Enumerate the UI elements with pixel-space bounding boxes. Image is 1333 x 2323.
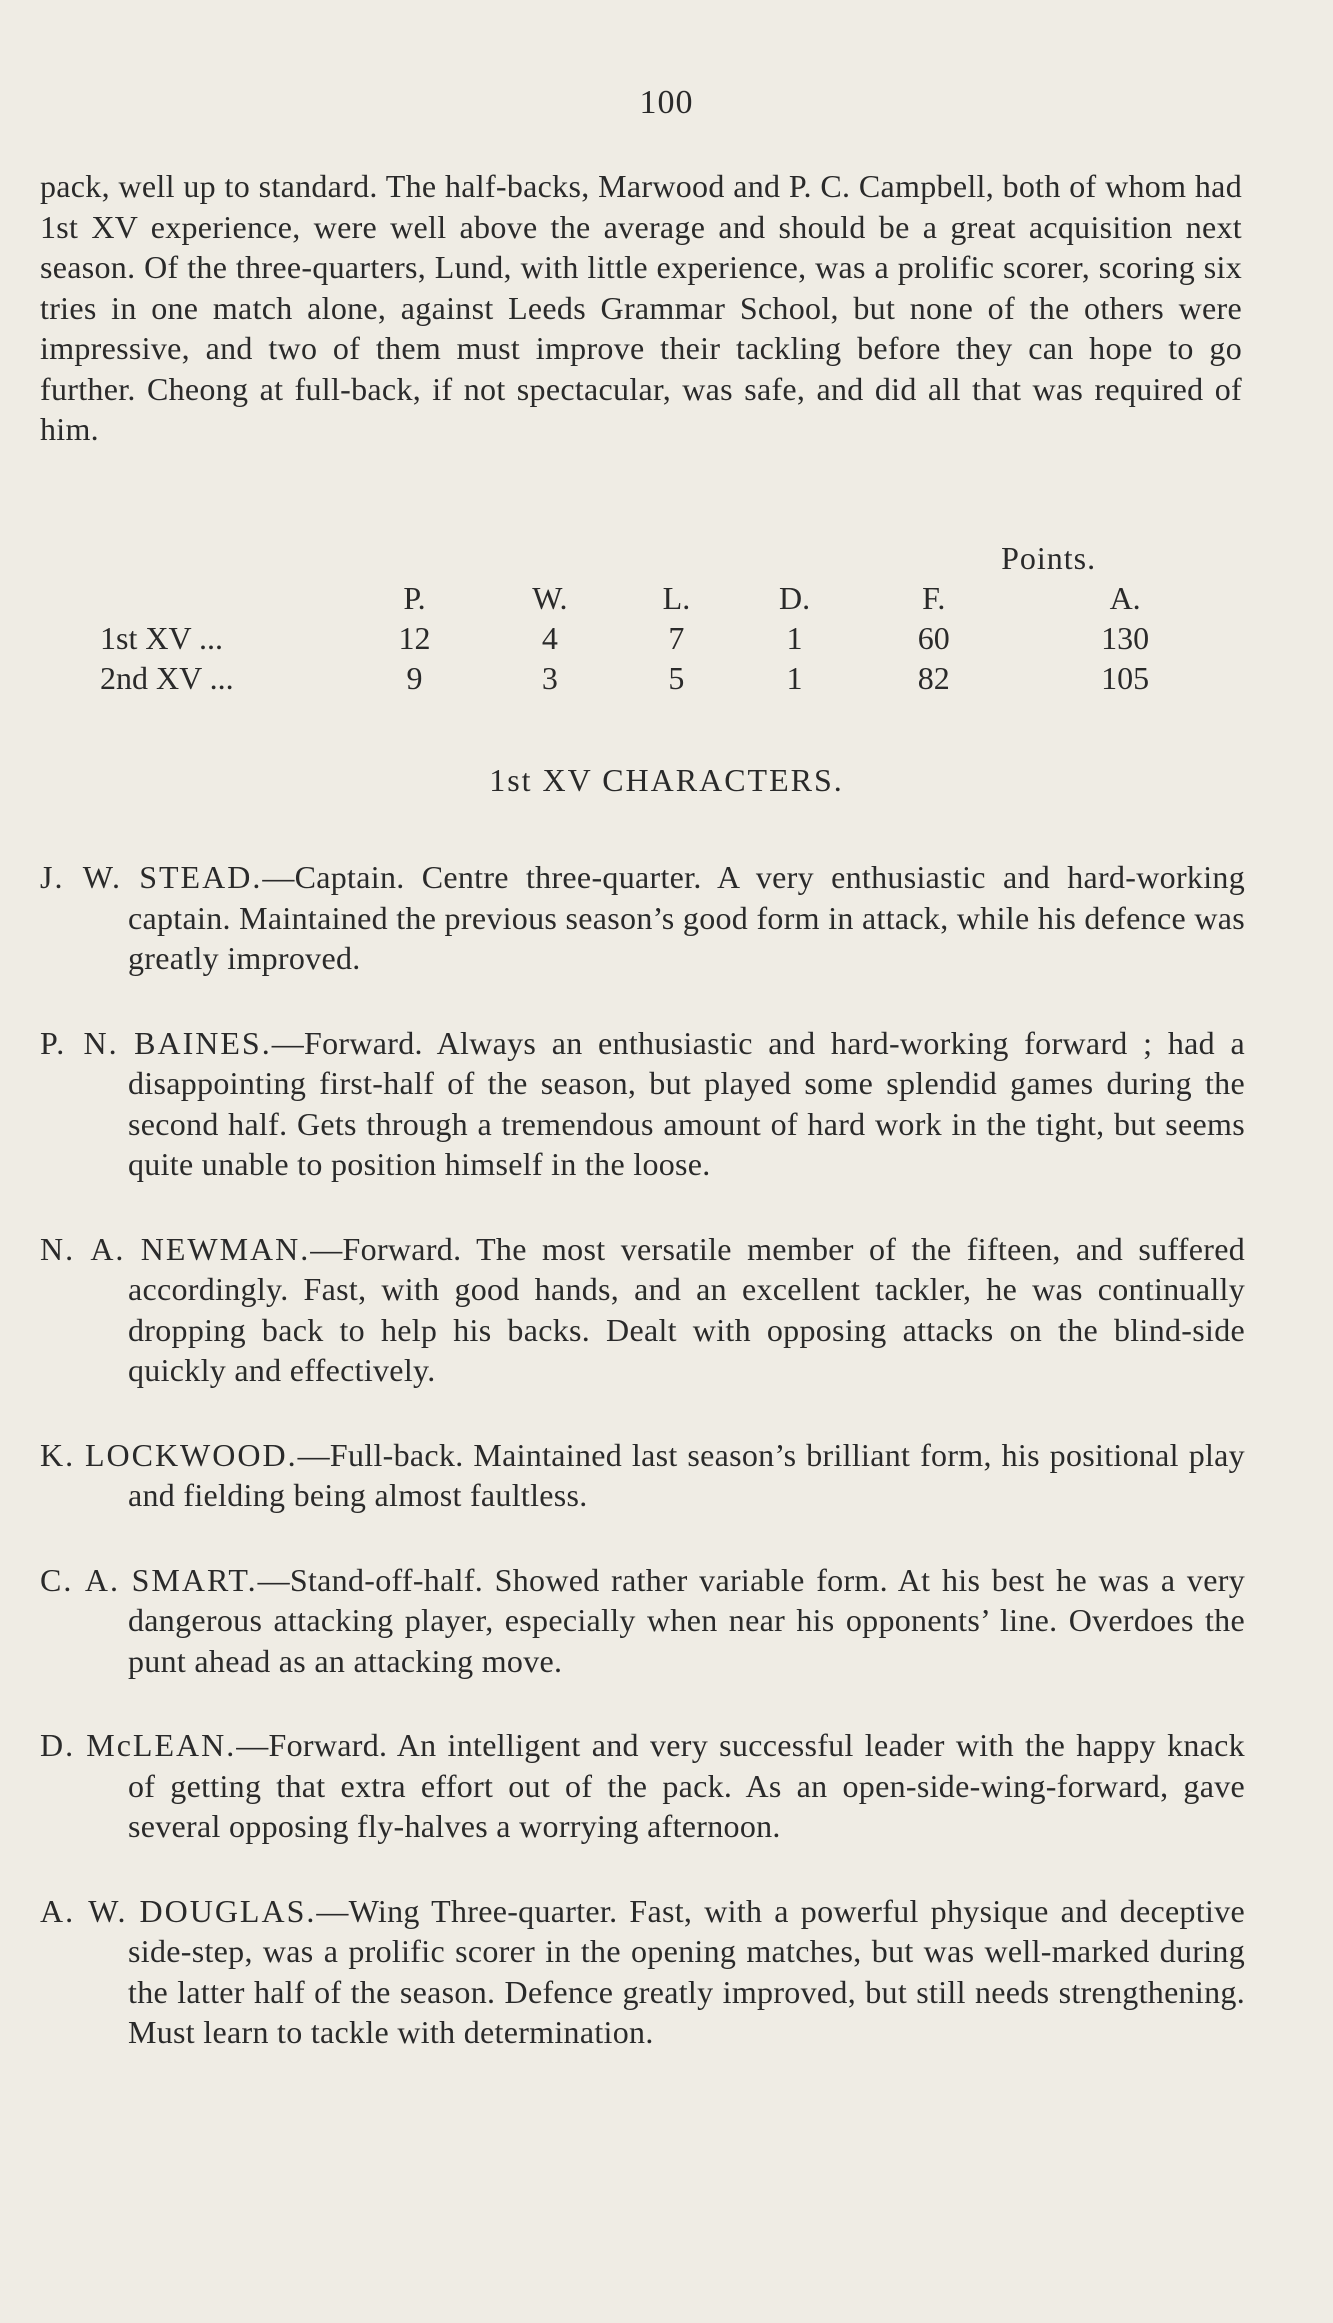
column-header: L. xyxy=(662,579,691,616)
points-for-cell: 82 xyxy=(917,659,950,696)
lost-cell: 5 xyxy=(668,659,685,696)
won-cell: 3 xyxy=(541,659,558,696)
player-description: —Forward. Always an enthusiastic and hard-working forward ; had a disappointing first-half of the season, but played some splendid games during the second half. Gets through a tremendous amount of hard work in the tight, but seems quite unable to position himself in the loose. xyxy=(128,1024,1246,1182)
drawn-cell: 1 xyxy=(786,619,803,656)
player-name: DOUGLAS. xyxy=(139,1892,317,1929)
intro-text: pack, well up to standard. The half-backs, Marwood and P. C. Campbell, both of whom had 1st XV experience, were well above the average and should be a great acquisition next season. Of the three-quarters, Lund, with little experience, was a prolific scorer, scoring six tries in one match alone, against Leeds Grammar School, but none of the others were impressive, and two of them must improve their tackling before they can hope to go further. Cheong at full-back, if not spectacular, was safe, and did all that was required of him. xyxy=(40,168,1242,447)
column-header: P. xyxy=(403,579,426,616)
player-name: STEAD. xyxy=(139,859,263,895)
characters-heading: 1st XV CHARACTERS. xyxy=(489,762,844,798)
player-description: —Wing Three-quarter. Fast, with a powerful physique and deceptive side-step, was a prolific scorer in the opening matches, but was well-marked during the latter half of the season. Defence greatly improved, but still needs strengthening. Must learn to tackle with determination. xyxy=(128,1892,1246,2050)
player-name: McLEAN. xyxy=(86,1727,237,1763)
player-name: BAINES. xyxy=(134,1024,272,1061)
player-initials: D. xyxy=(40,1727,76,1763)
character-entry xyxy=(40,1891,1245,2053)
player-initials: P. N. xyxy=(40,1024,119,1061)
lost-cell: 7 xyxy=(668,619,685,656)
column-header: W. xyxy=(532,579,568,616)
characters-list xyxy=(40,825,1245,2097)
character-entry xyxy=(40,857,1245,979)
column-header: F. xyxy=(922,579,946,616)
points-for-cell: 60 xyxy=(917,619,950,656)
played-cell: 9 xyxy=(406,659,423,696)
player-description: —Full-back. Maintained last season’s brilliant form, his positional play and fielding being almost faultless. xyxy=(128,1436,1245,1513)
results-table xyxy=(100,538,1240,698)
player-name: LOCKWOOD. xyxy=(84,1436,298,1473)
player-initials: J. W. xyxy=(40,859,123,895)
page-number: 100 xyxy=(639,84,694,121)
team-name: 2nd XV ... xyxy=(100,659,234,696)
intro-paragraph xyxy=(40,166,1242,450)
column-header-row xyxy=(100,578,1240,618)
table-row xyxy=(100,618,1240,658)
column-header: A. xyxy=(1109,579,1141,616)
points-header-row xyxy=(100,538,1240,578)
points-header: Points. xyxy=(1001,539,1097,576)
character-entry xyxy=(40,1229,1245,1391)
player-name: SMART. xyxy=(131,1561,258,1598)
player-description: —Forward. An intelligent and very successful leader with the happy knack of getting that extra effort out of the pack. As an open-side-wing-forward, gave several opposing fly-halves a worrying afternoon. xyxy=(128,1727,1245,1844)
drawn-cell: 1 xyxy=(786,659,803,696)
team-name: 1st XV ... xyxy=(100,619,223,656)
player-initials: N. A. xyxy=(40,1230,126,1267)
character-entry xyxy=(40,1725,1245,1847)
played-cell: 12 xyxy=(398,619,431,656)
player-description: —Stand-off-half. Showed rather variable form. At his best he was a very dangerous attacking player, especially when near his opponents’ line. Overdoes the punt ahead as an attacking move. xyxy=(128,1561,1245,1679)
character-entry xyxy=(40,1560,1245,1682)
points-against-cell: 130 xyxy=(1101,619,1150,656)
player-initials: K. xyxy=(40,1436,76,1473)
player-initials: A. W. xyxy=(40,1892,128,1929)
character-entry xyxy=(40,1023,1245,1185)
character-entry xyxy=(40,1435,1245,1516)
won-cell: 4 xyxy=(541,619,558,656)
player-description: —Captain. Centre three-quarter. A very enthusiastic and hard-working captain. Maintained the previous season’s good form in attack, while his defence was greatly improved. xyxy=(128,859,1245,976)
player-description: —Forward. The most versatile member of the fifteen, and suffered accordingly. Fast, with good hands, and an excellent tackler, he was continually dropping back to help his backs. Dealt with opposing attacks on the blind-side quickly and effectively. xyxy=(128,1230,1245,1388)
table-row xyxy=(100,658,1240,698)
points-against-cell: 105 xyxy=(1101,659,1150,696)
player-name: NEWMAN. xyxy=(140,1230,311,1267)
player-initials: C. A. xyxy=(40,1561,120,1598)
column-header: D. xyxy=(778,579,811,616)
